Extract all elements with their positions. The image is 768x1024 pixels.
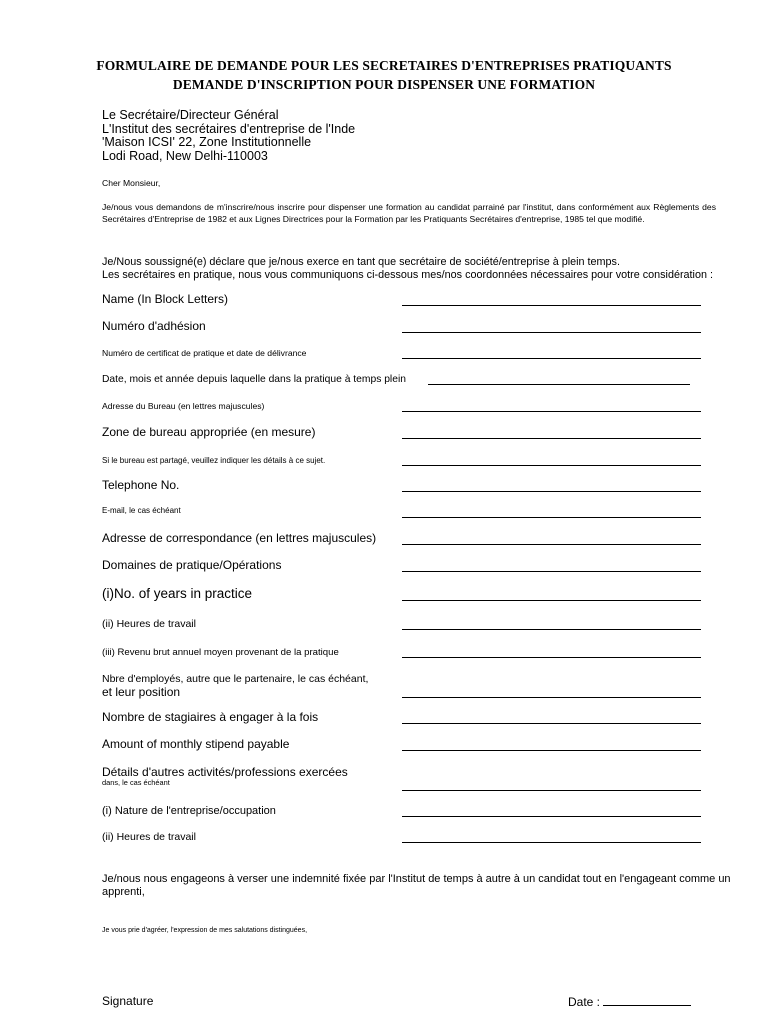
field-row-stipend xyxy=(102,735,716,753)
field-label-date-practice: Date, mois et année depuis laquelle dans la pratique à temps plein xyxy=(102,374,406,385)
field-row-office-area xyxy=(102,423,716,441)
field-row-membership xyxy=(102,317,716,335)
field-label-trainees: Nombre de stagiaires à engager à la fois xyxy=(102,710,319,724)
field-row-email xyxy=(102,502,716,520)
field-row-name xyxy=(102,290,716,308)
date-field xyxy=(568,994,691,1009)
field-label-domains: Domaines de pratique/Opérations xyxy=(102,558,282,572)
declaration-paragraph xyxy=(102,256,716,281)
other-activities-label: Détails d'autres activités/professions exercées xyxy=(102,765,348,779)
field-row-shared-office xyxy=(102,450,716,468)
field-label-office-area: Zone de bureau appropriée (en mesure) xyxy=(102,425,316,439)
salutation: Cher Monsieur, xyxy=(102,178,161,188)
field-label-hours: (ii) Heures de travail xyxy=(102,618,196,630)
membership-input-line[interactable] xyxy=(402,332,701,333)
years-input-line[interactable] xyxy=(402,600,701,601)
date-input-line[interactable] xyxy=(603,994,691,1006)
field-row-telephone xyxy=(102,476,716,494)
address-line: L'Institut des secrétaires d'entreprise de l'Inde xyxy=(102,121,356,136)
signature-label: Signature xyxy=(102,994,154,1008)
declaration-line: Je/Nous soussigné(e) déclare que je/nous exerce en tant que secrétaire de société/entreprise à plein temps. xyxy=(102,256,620,268)
declaration-line: Les secrétaires en pratique, nous vous communiquons ci-dessous mes/nos coordonnées nécessaires pour votre considération : xyxy=(102,268,713,281)
other-activities-input-line[interactable] xyxy=(402,790,701,791)
address-line: Le Secrétaire/Directeur Général xyxy=(102,108,279,122)
other-activities-sublabel: dans, le cas échéant xyxy=(102,778,170,787)
field-row-hours xyxy=(102,614,716,632)
field-label-email: E-mail, le cas échéant xyxy=(102,506,181,515)
field-row-hours2 xyxy=(102,827,716,845)
telephone-input-line[interactable] xyxy=(402,491,701,492)
hours2-input-line[interactable] xyxy=(402,842,701,843)
field-row-employees xyxy=(102,682,716,700)
certificate-input-line[interactable] xyxy=(402,358,701,359)
date-label: Date : xyxy=(568,995,601,1009)
field-row-income xyxy=(102,642,716,660)
field-label-telephone: Telephone No. xyxy=(102,478,180,492)
correspondence-input-line[interactable] xyxy=(402,544,701,545)
closing-regards: Je vous prie d'agréer, l'expression de mes salutations distinguées, xyxy=(102,927,308,934)
employees-label-line: et leur position xyxy=(102,685,181,699)
form-title-line2: DEMANDE D'INSCRIPTION POUR DISPENSER UNE FORMATION xyxy=(172,77,596,92)
field-label-income: (iii) Revenu brut annuel moyen provenant de la pratique xyxy=(102,647,339,658)
email-input-line[interactable] xyxy=(402,517,701,518)
field-row-domains xyxy=(102,556,716,574)
form-title-line1: FORMULAIRE DE DEMANDE POUR LES SECRETAIRES D'ENTREPRISES PRATIQUANTS xyxy=(96,58,672,73)
field-label-years: (i)No. of years in practice xyxy=(102,586,253,601)
field-row-correspondence xyxy=(102,529,716,547)
date-practice-input-line[interactable] xyxy=(428,384,690,385)
name-input-line[interactable] xyxy=(402,305,701,306)
office-address-input-line[interactable] xyxy=(402,411,701,412)
field-row-nature xyxy=(102,801,716,819)
field-row-certificate xyxy=(102,343,716,361)
field-label-correspondence: Adresse de correspondance (en lettres majuscules) xyxy=(102,531,377,545)
field-row-trainees xyxy=(102,708,716,726)
domains-input-line[interactable] xyxy=(402,571,701,572)
field-row-date-practice xyxy=(102,369,716,387)
employees-label-line: Nbre d'employés, autre que le partenaire, le cas échéant, xyxy=(102,673,369,685)
field-label-name: Name (In Block Letters) xyxy=(102,292,229,306)
field-label-hours2: (ii) Heures de travail xyxy=(102,831,196,843)
office-area-input-line[interactable] xyxy=(402,438,701,439)
shared-office-input-line[interactable] xyxy=(402,465,701,466)
recipient-address xyxy=(102,109,355,163)
field-label-shared-office: Si le bureau est partagé, veuillez indiquer les détails à ce sujet. xyxy=(102,456,326,465)
address-line: Lodi Road, New Delhi-110003 xyxy=(102,148,268,163)
trainees-input-line[interactable] xyxy=(402,723,701,724)
field-label-office-address: Adresse du Bureau (en lettres majuscules) xyxy=(102,401,265,411)
field-row-years xyxy=(102,585,716,603)
field-row-other-activities xyxy=(102,775,716,793)
undertaking-paragraph: Je/nous nous engageons à verser une indemnité fixée par l'Institut de temps à autre à un candidat tout en l'engageant comme un apprenti, xyxy=(102,873,731,898)
field-label-certificate: Numéro de certificat de pratique et date de délivrance xyxy=(102,348,307,358)
field-label-nature: (i) Nature de l'entreprise/occupation xyxy=(102,805,276,817)
employees-input-line[interactable] xyxy=(402,697,701,698)
address-line: 'Maison ICSI' 22, Zone Institutionnelle xyxy=(102,135,312,149)
income-input-line[interactable] xyxy=(402,657,701,658)
hours-input-line[interactable] xyxy=(402,629,701,630)
nature-input-line[interactable] xyxy=(402,816,701,817)
stipend-input-line[interactable] xyxy=(402,750,701,751)
field-row-office-address xyxy=(102,396,716,414)
field-label-membership: Numéro d'adhésion xyxy=(102,319,206,333)
field-label-stipend: Amount of monthly stipend payable xyxy=(102,737,290,751)
request-paragraph: Je/nous vous demandons de m'inscrire/nous inscrire pour dispenser une formation au candidat parrainé par l'institut, dans conformément aux Règlements des Secrétaires d'Entreprise de 1982 et aux Lignes Directrices pour la Formation par les Pratiquants Secrétaires d'entreprise, 1985 tel que modifié. xyxy=(102,202,716,225)
